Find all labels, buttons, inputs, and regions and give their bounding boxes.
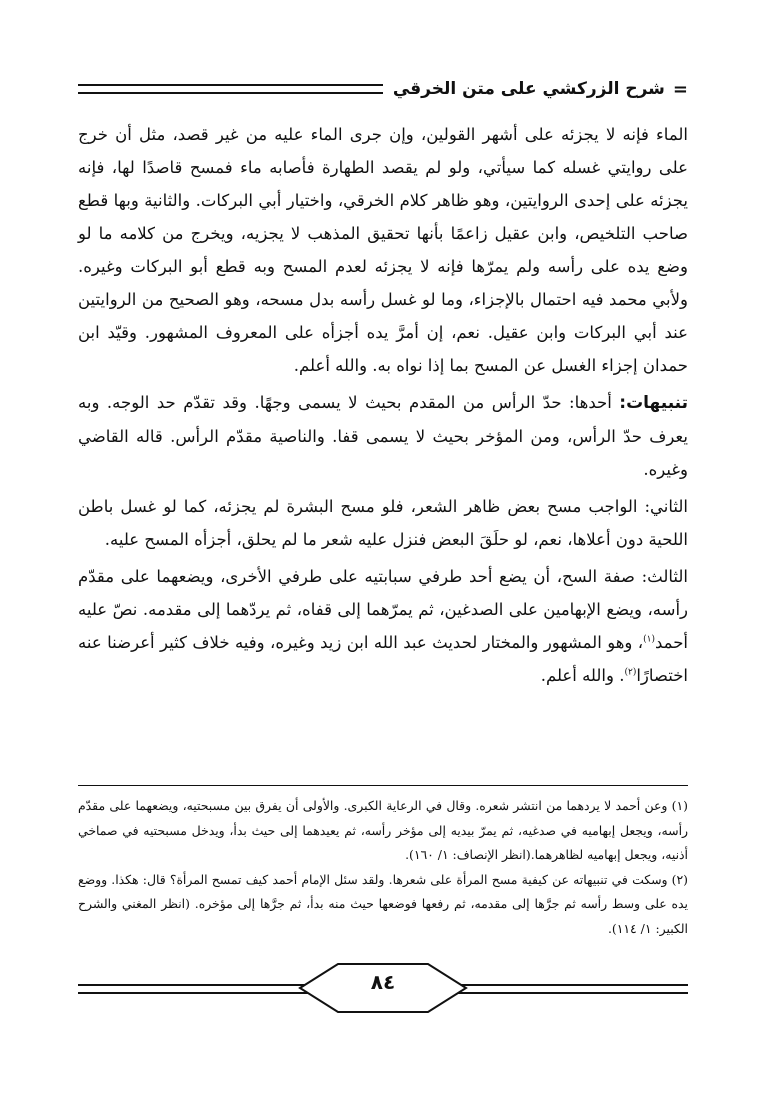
header-mark: = bbox=[672, 78, 688, 100]
footnote-ref-2[interactable]: (٢) bbox=[624, 667, 637, 678]
header-double-rule bbox=[78, 84, 383, 94]
paragraph-tanbih-second: الثاني: الواجب مسح بعض ظاهر الشعر، فلو مسح البشرة لم يجزئه، كما لو غسل باطن اللحية دون أعلاها، نعم، لو حلَقَ البعض فنزل عليه شعر ما لم يحلق، أجزأه المسح عليه. bbox=[78, 497, 688, 549]
paragraph-intro: الماء فإنه لا يجزئه على أشهر القولين، وإن جرى الماء عليه من غير قصد، مثل أن خرج على روايتي غسله كما سيأتي، ولو لم يقصد الطهارة فأصابه ماء فمسح قاصدًا لها، فإنه يجزئه على إحدى الروايتين، وهو ظاهر كلام الخرقي، واختيار أبي البركات. والثانية وبها قطع صاحب التلخيص، وابن عقيل زاعمًا بأنها تحقيق المذهب لا يجزيه، ويخرج من كلامه ما لو وضع يده على رأسه ولم يمرّها فإنه لا يجزئه لعدم المسح وبه قطع أبو البركات وغيره. ولأبي محمد فيه احتمال بالإجزاء، وما لو غسل رأسه بدل مسحه، وهو الصحيح من الروايتين عند أبي البركات وابن عقيل. نعم، إن أمرَّ يده أجزأه على المعروف المشهور. وقيّد ابن حمدان إجزاء الغسل عن المسح بما إذا نواه به. والله أعلم. bbox=[78, 125, 688, 375]
tanbih-third-text-a: الثالث: صفة السح، أن يضع أحد طرفي سبابتيه على طرفي الأخرى، ويضعهما على مقدّم رأسه، ويضع الإبهامين على الصدغين، ثم يمرّهما إلى قفاه، ثم يردّهما إلى مقدمه. نصّ عليه أحمد bbox=[78, 567, 688, 652]
header-title: شرح الزركشي على متن الخرقي bbox=[392, 79, 665, 99]
main-text bbox=[78, 118, 688, 692]
page-number-ornament bbox=[78, 960, 688, 1016]
paragraph-tanbih-first bbox=[78, 386, 688, 486]
tanbih-first-text: أحدها: حدّ الرأس من المقدم بحيث لا يسمى وجهًا. وقد تقدّم حد الوجه. وبه يعرف حدّ الرأس، ومن المؤخر بحيث لا يسمى قفا. والناصية مقدّم الرأس. قاله القاضي وغيره. bbox=[78, 393, 688, 479]
footnote-1: (١) وعن أحمد لا يردهما من انتشر شعره. وقال في الرعاية الكبرى. والأولى أن يفرق بين مسبحتيه، ويضعهما على مقدّم رأسه، ويجعل إبهاميه في صدغيه، ثم يمرّ بيديه إلى مؤخر رأسه، ثم يعيدهما إلى حيث بدأ، ويدخل مسبحتيه في صماخي أذنيه، ويجعل إبهاميه لظاهرهما.(انظر الإنصاف: ١/ ١٦٠). bbox=[78, 798, 688, 862]
footnote-ref-1[interactable]: (١) bbox=[643, 634, 656, 645]
paragraph-tanbih-third bbox=[78, 560, 688, 692]
page-number: ٨٤ bbox=[370, 970, 396, 994]
footnote-separator bbox=[78, 785, 688, 786]
running-header bbox=[78, 76, 688, 102]
tanbih-third-text-c: . والله أعلم. bbox=[540, 666, 625, 685]
footnote-2: (٢) وسكت في تنبيهاته عن كيفية مسح المرأة على شعرها. ولقد سئل الإمام أحمد كيف تمسح المرأة؟ قال: هكذا. ووضع يده على وسط رأسه ثم جرَّها إلى مقدمه، ثم رفعها فوضعها حيث منه بدأ، ثم جرَّها إلى مؤخره. (انظر المغني والشرح الكبير: ١/ ١١٤). bbox=[78, 871, 688, 936]
footnotes bbox=[78, 794, 688, 941]
tanbih-third-text-b: ، وهو المشهور والمختار لحديث عبد الله ابن زيد وغيره، وفيه خلاف كثير أعرضنا عنه اختصارًا bbox=[78, 633, 688, 685]
tanbihat-heading: تنبيهات: bbox=[619, 393, 688, 413]
